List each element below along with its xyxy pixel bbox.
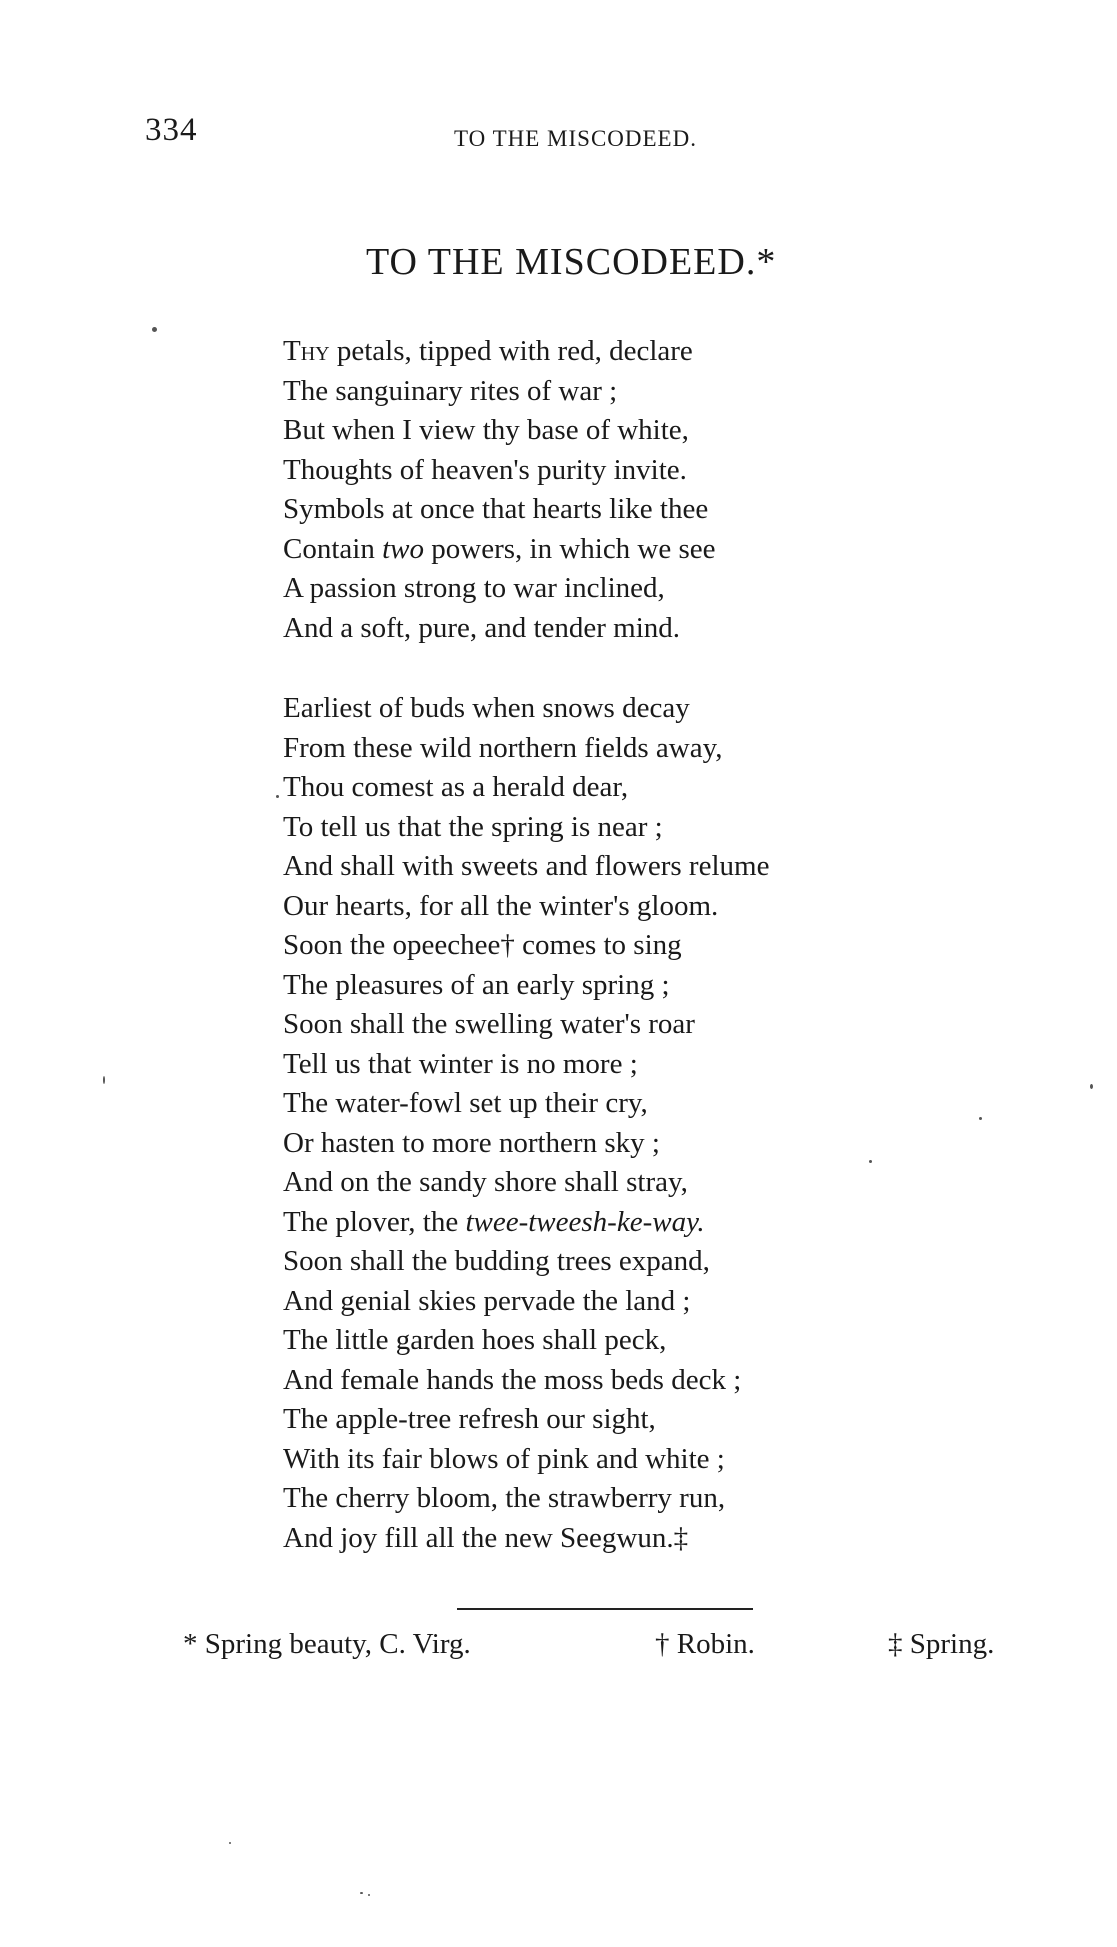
- scan-speck: [869, 1160, 872, 1163]
- poem-line: With its fair blows of pink and white ;: [283, 1442, 725, 1475]
- poem-line: And on the sandy shore shall stray,: [283, 1166, 688, 1198]
- scan-speck: [103, 1076, 105, 1084]
- poem-line: Tell us that winter is no more ;: [283, 1047, 638, 1080]
- footnote-robin: † Robin.: [655, 1628, 755, 1660]
- footnote-spring-beauty: * Spring beauty, C. Virg.: [183, 1628, 471, 1660]
- scan-speck: [979, 1117, 982, 1120]
- poem-line: Or hasten to more northern sky ;: [283, 1126, 660, 1159]
- italic-word: twee-tweesh-ke-way.: [465, 1205, 705, 1238]
- poem-line: Symbols at once that hearts like thee: [283, 493, 709, 525]
- running-head: TO THE MISCODEED.: [454, 126, 697, 151]
- poem-line: And shall with sweets and flowers relume: [283, 850, 770, 882]
- poem-line: The plover, the twee-tweesh-ke-way.: [283, 1205, 705, 1238]
- poem-line: The sanguinary rites of war ;: [283, 374, 618, 407]
- poem-line: The apple-tree refresh our sight,: [283, 1403, 656, 1435]
- poem-line: Soon shall the swelling water's roar: [283, 1008, 695, 1040]
- poem-line: Our hearts, for all the winter's gloom.: [283, 889, 719, 922]
- drop-word: Thy: [283, 335, 330, 367]
- poem-line: Thoughts of heaven's purity invite.: [283, 453, 687, 486]
- poem-line: And genial skies pervade the land ;: [283, 1284, 691, 1317]
- poem-line: Thy petals, tipped with red, declare: [283, 335, 693, 367]
- poem-line: Soon the opeechee† comes to sing: [283, 929, 682, 961]
- italic-word: two: [382, 532, 424, 565]
- scan-speck: [152, 327, 157, 332]
- poem-line: The pleasures of an early spring ;: [283, 968, 670, 1001]
- poem-line: Soon shall the budding trees expand,: [283, 1245, 710, 1277]
- poem-line: But when I view thy base of white,: [283, 414, 689, 446]
- stanza-2: [283, 689, 769, 1558]
- scan-speck: [360, 1892, 363, 1894]
- poem-line: And female hands the moss beds deck ;: [283, 1363, 742, 1396]
- poem-line: The little garden hoes shall peck,: [283, 1324, 667, 1356]
- poem-line: Earliest of buds when snows decay: [283, 692, 690, 724]
- poem-line: And a soft, pure, and tender mind.: [283, 611, 681, 644]
- page-number: 334: [145, 112, 198, 148]
- poem-line: To tell us that the spring is near ;: [283, 810, 663, 843]
- scan-speck: [276, 795, 279, 798]
- poem-line: Thou comest as a herald dear,: [283, 771, 629, 803]
- poem-line: And joy fill all the new Seegwun.‡: [283, 1521, 689, 1554]
- poem-line: The water-fowl set up their cry,: [283, 1087, 648, 1119]
- poem-line: From these wild northern fields away,: [283, 731, 723, 764]
- poem-title: TO THE MISCODEED.*: [366, 241, 777, 283]
- poem-line: The cherry bloom, the strawberry run,: [283, 1482, 726, 1514]
- footnote-spring: ‡ Spring.: [888, 1628, 995, 1660]
- scan-speck: [368, 1894, 370, 1896]
- footnote-rule: [457, 1608, 753, 1610]
- scan-speck: [1090, 1084, 1093, 1089]
- scan-speck: [229, 1842, 231, 1844]
- stanza-1: [283, 332, 716, 648]
- poem-line: A passion strong to war inclined,: [283, 572, 665, 604]
- poem-line: Contain two powers, in which we see: [283, 532, 716, 565]
